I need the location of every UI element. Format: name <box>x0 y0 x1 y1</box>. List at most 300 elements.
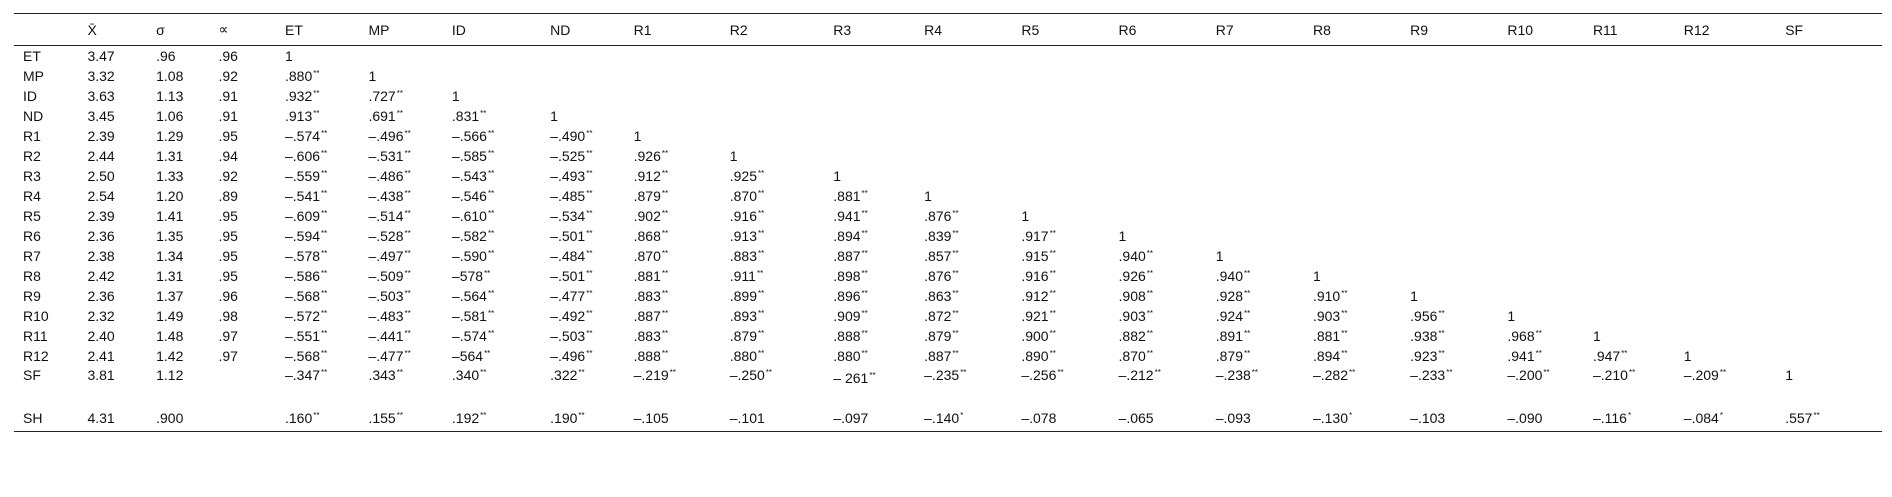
empty-cell <box>1675 286 1776 306</box>
correlation-cell: .894** <box>1312 348 1348 364</box>
mean-cell: 3.81 <box>87 367 115 383</box>
significance-marker: ** <box>321 368 328 377</box>
empty-cell <box>1012 46 1109 67</box>
correlation-cell: .879** <box>633 188 669 204</box>
correlation-cell: .911** <box>729 268 764 284</box>
mean-cell: 3.32 <box>87 68 115 84</box>
correlation-table <box>14 13 1882 432</box>
correlation-cell: .921** <box>1021 308 1056 324</box>
correlation-cell: .882** <box>1118 328 1154 344</box>
alpha-cell: .95 <box>218 228 238 244</box>
correlation-cell: –.200** <box>1507 367 1550 383</box>
table-row <box>14 286 1882 306</box>
empty-cell <box>1110 186 1207 206</box>
row-label: SF <box>23 367 41 383</box>
correlation-cell: –.101 <box>721 405 825 432</box>
row-label: R10 <box>23 308 49 324</box>
empty-cell <box>1584 86 1675 106</box>
correlation-cell: –.497** <box>368 248 411 264</box>
correlation-cell: –.586** <box>285 268 328 284</box>
correlation-cell: .879** <box>924 328 959 344</box>
significance-marker: ** <box>1049 329 1056 338</box>
significance-marker: ** <box>321 169 328 178</box>
significance-marker: ** <box>487 329 495 338</box>
correlation-cell: .190** <box>541 405 624 432</box>
sd-cell: 1.06 <box>156 108 184 124</box>
significance-marker: ** <box>758 309 765 318</box>
mean-cell: 2.38 <box>87 248 115 264</box>
significance-marker: ** <box>869 371 876 380</box>
table-body <box>14 46 1882 432</box>
significance-marker: ** <box>480 411 487 420</box>
significance-marker: ** <box>861 349 868 358</box>
correlation-cell: .900** <box>1021 328 1056 344</box>
empty-cell <box>1584 106 1675 126</box>
empty-cell <box>1012 186 1109 206</box>
empty-cell <box>1304 86 1401 106</box>
significance-marker: ** <box>404 269 411 278</box>
empty-cell <box>1304 186 1401 206</box>
empty-cell <box>1012 106 1109 126</box>
table-row <box>14 306 1882 326</box>
row-label: ND <box>23 108 44 124</box>
correlation-cell: –.590** <box>451 248 495 264</box>
correlation-cell: 1 <box>451 88 460 104</box>
alpha-cell: .89 <box>218 188 238 204</box>
correlation-cell: 1 <box>833 168 842 184</box>
correlation-cell: –.084* <box>1675 405 1776 432</box>
empty-cell <box>1207 166 1304 186</box>
empty-cell <box>1110 106 1207 126</box>
row-label: ID <box>23 88 37 104</box>
table-row <box>14 66 1882 86</box>
significance-marker: ** <box>1057 368 1064 377</box>
empty-cell <box>1675 326 1776 346</box>
correlation-cell: 1 <box>1410 288 1418 304</box>
significance-marker: ** <box>661 269 669 278</box>
empty-cell <box>1584 66 1675 86</box>
significance-marker: ** <box>758 209 765 218</box>
column-header: R12 <box>1675 14 1776 46</box>
empty-cell <box>625 106 721 126</box>
significance-marker: ** <box>661 189 669 198</box>
empty-cell <box>1110 146 1207 166</box>
column-header: MP <box>359 14 442 46</box>
correlation-cell: –.581** <box>451 308 495 324</box>
significance-marker: ** <box>321 249 328 258</box>
empty-cell <box>1110 86 1207 106</box>
empty-cell <box>541 86 624 106</box>
empty-cell <box>1498 66 1584 86</box>
correlation-cell: –.543** <box>451 168 495 184</box>
sd-cell: 1.42 <box>156 348 184 364</box>
correlation-cell: –.566** <box>451 128 495 144</box>
table-row <box>14 246 1882 266</box>
correlation-cell: –.103 <box>1401 405 1498 432</box>
significance-marker: ** <box>1244 309 1251 318</box>
empty-cell <box>1012 86 1109 106</box>
significance-marker: ** <box>321 149 328 158</box>
significance-marker: ** <box>480 368 487 377</box>
empty-cell <box>1304 246 1401 266</box>
empty-cell <box>1776 106 1882 126</box>
correlation-cell: –.572** <box>285 308 328 324</box>
mean-cell: 4.31 <box>78 405 147 432</box>
correlation-cell: .879** <box>1215 348 1251 364</box>
correlation-cell: .956** <box>1410 308 1445 324</box>
correlation-cell: –.528** <box>368 228 411 244</box>
correlation-cell: –.501** <box>550 228 593 244</box>
empty-cell <box>1207 106 1304 126</box>
significance-marker: ** <box>758 289 765 298</box>
correlation-cell: –.534** <box>550 208 593 224</box>
correlation-cell: –.209** <box>1683 367 1727 383</box>
correlation-cell: .916** <box>729 208 765 224</box>
header-corner <box>14 14 78 46</box>
significance-marker: ** <box>480 109 487 118</box>
correlation-cell: –.212** <box>1118 367 1161 383</box>
empty-cell <box>1584 46 1675 67</box>
significance-marker: ** <box>661 149 669 158</box>
significance-marker: ** <box>952 309 959 318</box>
alpha-cell: .95 <box>218 208 238 224</box>
empty-cell <box>1304 66 1401 86</box>
column-header: R6 <box>1110 14 1207 46</box>
alpha-cell <box>209 366 276 405</box>
correlation-cell: –.551** <box>285 328 328 344</box>
correlation-cell: –.090 <box>1498 405 1584 432</box>
empty-cell <box>721 86 825 106</box>
empty-cell <box>1012 66 1109 86</box>
column-header: R10 <box>1498 14 1584 46</box>
empty-cell <box>1776 226 1882 246</box>
empty-cell <box>1584 246 1675 266</box>
significance-marker: ** <box>321 289 328 298</box>
empty-cell <box>359 46 442 67</box>
correlation-cell: –.606** <box>285 148 328 164</box>
empty-cell <box>1498 286 1584 306</box>
significance-marker: ** <box>1349 368 1356 377</box>
empty-cell <box>1776 346 1882 366</box>
correlation-cell: .880** <box>833 348 868 364</box>
correlation-cell: .891** <box>1215 328 1251 344</box>
correlation-cell: .887** <box>924 348 959 364</box>
correlation-cell: .160** <box>276 405 359 432</box>
significance-marker: ** <box>586 349 593 358</box>
row-label: R6 <box>23 228 41 244</box>
significance-marker: ** <box>661 229 669 238</box>
correlation-cell: .894** <box>833 228 868 244</box>
correlation-cell: –.610** <box>451 208 495 224</box>
significance-marker: ** <box>960 368 967 377</box>
table-row <box>14 326 1882 346</box>
correlation-cell: –.582** <box>451 228 495 244</box>
significance-marker: ** <box>758 189 765 198</box>
empty-cell <box>1498 146 1584 166</box>
correlation-cell: .917** <box>1021 228 1056 244</box>
correlation-cell: .192** <box>443 405 541 432</box>
correlation-cell: .557** <box>1776 405 1882 432</box>
empty-cell <box>1584 146 1675 166</box>
significance-marker: ** <box>1146 249 1154 258</box>
mean-cell: 3.47 <box>87 48 115 64</box>
significance-marker: ** <box>861 229 868 238</box>
empty-cell <box>1110 126 1207 146</box>
empty-cell <box>1776 166 1882 186</box>
table-row <box>14 166 1882 186</box>
significance-marker: ** <box>586 289 593 298</box>
significance-marker: ** <box>1341 289 1348 298</box>
correlation-cell: 1 <box>1507 308 1516 324</box>
correlation-cell: .839** <box>924 228 959 244</box>
correlation-cell: –.477** <box>368 348 411 364</box>
empty-cell <box>1675 226 1776 246</box>
correlation-cell: –.531** <box>368 148 411 164</box>
significance-marker: ** <box>1049 309 1056 318</box>
significance-marker: ** <box>487 169 495 178</box>
correlation-cell: 1 <box>1021 208 1030 224</box>
empty-cell <box>1776 126 1882 146</box>
empty-cell <box>915 106 1012 126</box>
correlation-cell: –.501** <box>550 268 593 284</box>
correlation-cell: .912** <box>1021 288 1056 304</box>
empty-cell <box>1498 266 1584 286</box>
empty-cell <box>1498 126 1584 146</box>
empty-cell <box>1675 246 1776 266</box>
correlation-cell: .924** <box>1215 308 1251 324</box>
row-label: R11 <box>23 328 48 344</box>
empty-cell <box>824 126 915 146</box>
significance-marker: ** <box>404 169 411 178</box>
significance-marker: ** <box>586 169 593 178</box>
correlation-cell: .881** <box>833 188 868 204</box>
correlation-cell: 1 <box>1785 367 1794 383</box>
empty-cell <box>1207 226 1304 246</box>
alpha-cell: .96 <box>218 48 238 64</box>
correlation-cell: –.496** <box>550 348 593 364</box>
significance-marker: ** <box>765 368 773 377</box>
correlation-cell: –.065 <box>1110 405 1207 432</box>
mean-cell: 2.32 <box>87 308 115 324</box>
correlation-cell: 1 <box>1592 328 1601 344</box>
correlation-cell: .926** <box>633 148 669 164</box>
correlation-cell: –.105 <box>625 405 721 432</box>
empty-cell <box>1584 166 1675 186</box>
alpha-cell: .92 <box>218 68 238 84</box>
correlation-cell: .890** <box>1021 348 1056 364</box>
column-header: ET <box>276 14 359 46</box>
empty-cell <box>1110 166 1207 186</box>
correlation-cell: .876** <box>924 208 959 224</box>
empty-cell <box>1584 126 1675 146</box>
significance-marker: ** <box>661 329 669 338</box>
row-label: R8 <box>23 268 41 284</box>
significance-marker: ** <box>487 209 495 218</box>
sd-cell: 1.33 <box>156 168 184 184</box>
empty-cell <box>1675 86 1776 106</box>
correlation-cell: –.235** <box>924 367 967 383</box>
row-label: R12 <box>23 348 49 364</box>
significance-marker: ** <box>661 209 669 218</box>
correlation-cell: –.609** <box>285 208 328 224</box>
correlation-cell: –.503** <box>368 288 411 304</box>
empty-cell <box>824 86 915 106</box>
correlation-cell: 1 <box>1118 228 1127 244</box>
correlation-cell: – 261** <box>833 370 876 386</box>
mean-cell: 2.39 <box>87 128 115 144</box>
significance-marker: ** <box>758 349 765 358</box>
sd-cell: .900 <box>147 405 209 432</box>
empty-cell <box>1675 206 1776 226</box>
row-label: R5 <box>23 208 41 224</box>
empty-cell <box>1401 266 1498 286</box>
significance-marker: ** <box>1813 411 1820 420</box>
column-header: R8 <box>1304 14 1401 46</box>
correlation-cell: .691** <box>368 108 403 124</box>
sd-cell: 1.20 <box>156 188 184 204</box>
correlation-cell: .880** <box>729 348 765 364</box>
significance-marker: * <box>960 411 964 420</box>
empty-cell <box>625 46 721 67</box>
correlation-cell: .888** <box>633 348 669 364</box>
significance-marker: ** <box>586 129 593 138</box>
mean-cell: 3.45 <box>87 108 115 124</box>
correlation-cell: –.509** <box>368 268 411 284</box>
sd-cell: .96 <box>156 48 176 64</box>
empty-cell <box>721 66 825 86</box>
correlation-cell: –.116* <box>1584 405 1675 432</box>
empty-cell <box>1498 46 1584 67</box>
alpha-cell <box>209 405 276 432</box>
correlation-cell: .909** <box>833 308 868 324</box>
alpha-cell: .95 <box>218 268 238 284</box>
column-header: R4 <box>915 14 1012 46</box>
empty-cell <box>1675 306 1776 326</box>
correlation-cell: –.140* <box>915 405 1012 432</box>
sd-cell: 1.31 <box>156 268 184 284</box>
table-row <box>14 346 1882 366</box>
column-header: R11 <box>1584 14 1675 46</box>
correlation-cell: .896** <box>833 288 868 304</box>
significance-marker: ** <box>578 411 585 420</box>
correlation-cell: –.210** <box>1592 367 1636 383</box>
empty-cell <box>1776 206 1882 226</box>
significance-marker: ** <box>404 249 411 258</box>
significance-marker: ** <box>321 269 328 278</box>
correlation-cell: –.486** <box>368 168 411 184</box>
correlation-cell: –.282** <box>1312 367 1356 383</box>
significance-marker: ** <box>404 129 411 138</box>
header-row <box>14 14 1882 46</box>
empty-cell <box>1401 246 1498 266</box>
correlation-cell: 1 <box>550 108 558 124</box>
significance-marker: ** <box>484 349 491 358</box>
correlation-cell: 1 <box>285 48 293 64</box>
empty-cell <box>1401 166 1498 186</box>
correlation-cell: 1 <box>1215 248 1224 264</box>
correlation-cell: 1 <box>1312 268 1321 284</box>
correlation-cell: .938** <box>1410 328 1445 344</box>
significance-marker: ** <box>586 269 593 278</box>
correlation-cell: .881** <box>633 268 669 284</box>
correlation-cell: –578** <box>451 268 491 284</box>
empty-cell <box>915 86 1012 106</box>
column-header: R1 <box>625 14 721 46</box>
significance-marker: ** <box>487 129 495 138</box>
empty-cell <box>1110 66 1207 86</box>
empty-cell <box>1401 86 1498 106</box>
correlation-cell: –.568** <box>285 288 328 304</box>
empty-cell <box>1401 146 1498 166</box>
correlation-cell: .883** <box>633 328 669 344</box>
table-row <box>14 206 1882 226</box>
table-row <box>14 405 1882 432</box>
significance-marker: ** <box>952 249 959 258</box>
correlation-cell: –.093 <box>1207 405 1304 432</box>
significance-marker: ** <box>404 229 411 238</box>
correlation-cell: –.347** <box>285 367 328 383</box>
correlation-cell: .857** <box>924 248 959 264</box>
correlation-cell: –.219** <box>633 367 676 383</box>
significance-marker: ** <box>321 209 328 218</box>
significance-marker: ** <box>396 89 403 98</box>
alpha-cell: .92 <box>218 168 238 184</box>
empty-cell <box>1207 126 1304 146</box>
empty-cell <box>1498 186 1584 206</box>
empty-cell <box>1776 306 1882 326</box>
row-label: R1 <box>23 128 41 144</box>
significance-marker: * <box>1627 411 1632 420</box>
significance-marker: ** <box>313 69 320 78</box>
correlation-cell: –.233** <box>1410 367 1453 383</box>
significance-marker: ** <box>661 349 669 358</box>
significance-marker: ** <box>1244 269 1251 278</box>
significance-marker: ** <box>758 229 765 238</box>
correlation-cell: –.477** <box>550 288 593 304</box>
empty-cell <box>1304 166 1401 186</box>
mean-cell: 2.41 <box>87 348 115 364</box>
significance-marker: ** <box>756 269 764 278</box>
empty-cell <box>1498 246 1584 266</box>
correlation-cell: 1 <box>924 188 932 204</box>
empty-cell <box>915 66 1012 86</box>
correlation-cell: –.256** <box>1021 367 1064 383</box>
correlation-cell: –.585** <box>451 148 495 164</box>
correlation-cell: .888** <box>833 328 868 344</box>
correlation-cell: .940** <box>1215 268 1251 284</box>
alpha-cell: .97 <box>218 328 238 344</box>
empty-cell <box>1012 146 1109 166</box>
significance-marker: ** <box>1146 329 1154 338</box>
row-label: R3 <box>23 168 41 184</box>
correlation-cell: .923** <box>1410 348 1445 364</box>
significance-marker: ** <box>586 149 593 158</box>
significance-marker: ** <box>861 269 868 278</box>
empty-cell <box>1498 166 1584 186</box>
mean-cell: 2.40 <box>87 328 115 344</box>
significance-marker: ** <box>586 249 593 258</box>
significance-marker: ** <box>321 189 328 198</box>
correlation-cell: –.496** <box>368 128 411 144</box>
column-header: R9 <box>1401 14 1498 46</box>
correlation-cell: .872** <box>924 308 959 324</box>
correlation-cell: .831** <box>451 108 487 124</box>
empty-cell <box>1207 86 1304 106</box>
table-row <box>14 366 1882 405</box>
empty-cell <box>1304 206 1401 226</box>
significance-marker: ** <box>313 411 320 420</box>
correlation-cell: .902** <box>633 208 669 224</box>
